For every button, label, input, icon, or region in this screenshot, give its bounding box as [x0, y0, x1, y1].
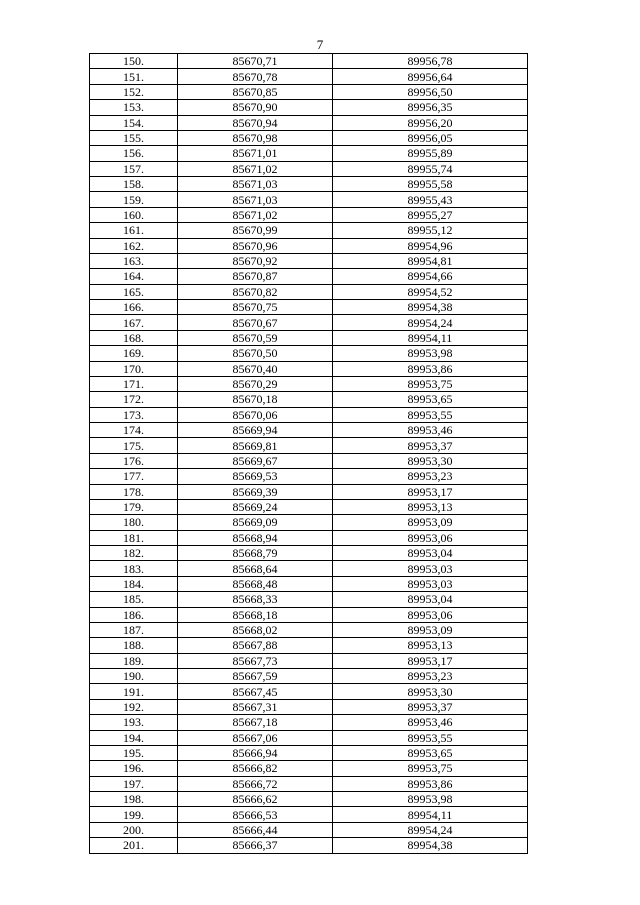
- x-coordinate-cell: 85670,67: [178, 315, 333, 330]
- y-coordinate-cell: 89953,75: [333, 761, 528, 776]
- y-coordinate-cell: 89953,06: [333, 607, 528, 622]
- y-coordinate-cell: 89954,38: [333, 838, 528, 853]
- x-coordinate-cell: 85671,02: [178, 161, 333, 176]
- x-coordinate-cell: 85668,48: [178, 576, 333, 591]
- point-number-cell: 175.: [90, 438, 178, 453]
- y-coordinate-cell: 89953,06: [333, 530, 528, 545]
- x-coordinate-cell: 85670,90: [178, 100, 333, 115]
- point-number-cell: 164.: [90, 269, 178, 284]
- x-coordinate-cell: 85670,82: [178, 284, 333, 299]
- y-coordinate-cell: 89953,03: [333, 576, 528, 591]
- point-number-cell: 184.: [90, 576, 178, 591]
- point-number-cell: 159.: [90, 192, 178, 207]
- x-coordinate-cell: 85667,88: [178, 638, 333, 653]
- y-coordinate-cell: 89953,09: [333, 515, 528, 530]
- table-row: [90, 499, 528, 514]
- x-coordinate-cell: 85668,33: [178, 592, 333, 607]
- table-row: [90, 392, 528, 407]
- table-row: [90, 838, 528, 853]
- x-coordinate-cell: 85670,40: [178, 361, 333, 376]
- x-coordinate-cell: 85670,99: [178, 223, 333, 238]
- x-coordinate-cell: 85670,94: [178, 115, 333, 130]
- y-coordinate-cell: 89956,64: [333, 69, 528, 84]
- x-coordinate-cell: 85668,64: [178, 561, 333, 576]
- point-number-cell: 160.: [90, 207, 178, 222]
- point-number-cell: 200.: [90, 822, 178, 837]
- y-coordinate-cell: 89956,05: [333, 130, 528, 145]
- table-row: [90, 807, 528, 822]
- table-row: [90, 330, 528, 345]
- table-row: [90, 484, 528, 499]
- table-row: [90, 576, 528, 591]
- table-row: [90, 69, 528, 84]
- point-number-cell: 166.: [90, 300, 178, 315]
- point-number-cell: 179.: [90, 499, 178, 514]
- table-row: [90, 361, 528, 376]
- y-coordinate-cell: 89954,24: [333, 315, 528, 330]
- table-row: [90, 776, 528, 791]
- table-row: [90, 684, 528, 699]
- point-number-cell: 196.: [90, 761, 178, 776]
- x-coordinate-cell: 85670,75: [178, 300, 333, 315]
- x-coordinate-cell: 85670,18: [178, 392, 333, 407]
- point-number-cell: 173.: [90, 407, 178, 422]
- table-row: [90, 546, 528, 561]
- table-row: [90, 438, 528, 453]
- point-number-cell: 170.: [90, 361, 178, 376]
- coordinates-table-body: [90, 54, 528, 854]
- x-coordinate-cell: 85667,73: [178, 653, 333, 668]
- y-coordinate-cell: 89953,46: [333, 715, 528, 730]
- table-row: [90, 177, 528, 192]
- table-row: [90, 130, 528, 145]
- y-coordinate-cell: 89953,13: [333, 499, 528, 514]
- y-coordinate-cell: 89955,58: [333, 177, 528, 192]
- x-coordinate-cell: 85670,98: [178, 130, 333, 145]
- y-coordinate-cell: 89954,11: [333, 807, 528, 822]
- point-number-cell: 155.: [90, 130, 178, 145]
- point-number-cell: 197.: [90, 776, 178, 791]
- table-row: [90, 622, 528, 637]
- x-coordinate-cell: 85669,94: [178, 423, 333, 438]
- point-number-cell: 158.: [90, 177, 178, 192]
- y-coordinate-cell: 89953,30: [333, 453, 528, 468]
- x-coordinate-cell: 85666,44: [178, 822, 333, 837]
- y-coordinate-cell: 89953,98: [333, 346, 528, 361]
- point-number-cell: 180.: [90, 515, 178, 530]
- table-row: [90, 54, 528, 69]
- y-coordinate-cell: 89953,04: [333, 592, 528, 607]
- table-row: [90, 223, 528, 238]
- point-number-cell: 168.: [90, 330, 178, 345]
- y-coordinate-cell: 89956,35: [333, 100, 528, 115]
- y-coordinate-cell: 89953,46: [333, 423, 528, 438]
- x-coordinate-cell: 85670,50: [178, 346, 333, 361]
- y-coordinate-cell: 89953,09: [333, 622, 528, 637]
- point-number-cell: 154.: [90, 115, 178, 130]
- table-row: [90, 653, 528, 668]
- x-coordinate-cell: 85671,03: [178, 192, 333, 207]
- point-number-cell: 150.: [90, 54, 178, 69]
- point-number-cell: 178.: [90, 484, 178, 499]
- point-number-cell: 201.: [90, 838, 178, 853]
- y-coordinate-cell: 89953,23: [333, 469, 528, 484]
- point-number-cell: 169.: [90, 346, 178, 361]
- table-row: [90, 100, 528, 115]
- y-coordinate-cell: 89955,27: [333, 207, 528, 222]
- table-row: [90, 161, 528, 176]
- x-coordinate-cell: 85667,45: [178, 684, 333, 699]
- y-coordinate-cell: 89956,20: [333, 115, 528, 130]
- point-number-cell: 199.: [90, 807, 178, 822]
- y-coordinate-cell: 89953,55: [333, 730, 528, 745]
- x-coordinate-cell: 85670,59: [178, 330, 333, 345]
- x-coordinate-cell: 85666,37: [178, 838, 333, 853]
- table-row: [90, 407, 528, 422]
- point-number-cell: 156.: [90, 146, 178, 161]
- x-coordinate-cell: 85668,94: [178, 530, 333, 545]
- y-coordinate-cell: 89953,17: [333, 653, 528, 668]
- y-coordinate-cell: 89953,65: [333, 392, 528, 407]
- point-number-cell: 187.: [90, 622, 178, 637]
- point-number-cell: 193.: [90, 715, 178, 730]
- point-number-cell: 163.: [90, 253, 178, 268]
- point-number-cell: 183.: [90, 561, 178, 576]
- table-row: [90, 238, 528, 253]
- x-coordinate-cell: 85667,18: [178, 715, 333, 730]
- x-coordinate-cell: 85668,79: [178, 546, 333, 561]
- point-number-cell: 152.: [90, 84, 178, 99]
- y-coordinate-cell: 89955,12: [333, 223, 528, 238]
- point-number-cell: 194.: [90, 730, 178, 745]
- x-coordinate-cell: 85669,81: [178, 438, 333, 453]
- point-number-cell: 189.: [90, 653, 178, 668]
- point-number-cell: 190.: [90, 669, 178, 684]
- table-row: [90, 469, 528, 484]
- x-coordinate-cell: 85666,53: [178, 807, 333, 822]
- point-number-cell: 167.: [90, 315, 178, 330]
- x-coordinate-cell: 85666,82: [178, 761, 333, 776]
- table-row: [90, 530, 528, 545]
- point-number-cell: 151.: [90, 69, 178, 84]
- x-coordinate-cell: 85671,03: [178, 177, 333, 192]
- x-coordinate-cell: 85671,02: [178, 207, 333, 222]
- table-row: [90, 192, 528, 207]
- y-coordinate-cell: 89954,38: [333, 300, 528, 315]
- point-number-cell: 182.: [90, 546, 178, 561]
- x-coordinate-cell: 85670,87: [178, 269, 333, 284]
- x-coordinate-cell: 85669,67: [178, 453, 333, 468]
- x-coordinate-cell: 85669,09: [178, 515, 333, 530]
- x-coordinate-cell: 85670,06: [178, 407, 333, 422]
- y-coordinate-cell: 89953,13: [333, 638, 528, 653]
- table-row: [90, 423, 528, 438]
- table-row: [90, 84, 528, 99]
- y-coordinate-cell: 89955,89: [333, 146, 528, 161]
- point-number-cell: 185.: [90, 592, 178, 607]
- table-row: [90, 453, 528, 468]
- x-coordinate-cell: 85669,39: [178, 484, 333, 499]
- table-row: [90, 269, 528, 284]
- y-coordinate-cell: 89953,55: [333, 407, 528, 422]
- page-number: 7: [316, 37, 324, 52]
- point-number-cell: 172.: [90, 392, 178, 407]
- table-row: [90, 730, 528, 745]
- table-row: [90, 253, 528, 268]
- x-coordinate-cell: 85667,31: [178, 699, 333, 714]
- x-coordinate-cell: 85669,53: [178, 469, 333, 484]
- point-number-cell: 176.: [90, 453, 178, 468]
- y-coordinate-cell: 89953,30: [333, 684, 528, 699]
- table-row: [90, 561, 528, 576]
- x-coordinate-cell: 85670,71: [178, 54, 333, 69]
- table-row: [90, 822, 528, 837]
- table-row: [90, 669, 528, 684]
- point-number-cell: 171.: [90, 376, 178, 391]
- y-coordinate-cell: 89956,50: [333, 84, 528, 99]
- table-row: [90, 346, 528, 361]
- table-row: [90, 745, 528, 760]
- x-coordinate-cell: 85668,18: [178, 607, 333, 622]
- coordinates-table: [89, 53, 528, 854]
- table-row: [90, 761, 528, 776]
- point-number-cell: 191.: [90, 684, 178, 699]
- table-row: [90, 699, 528, 714]
- table-row: [90, 284, 528, 299]
- table-row: [90, 315, 528, 330]
- point-number-cell: 161.: [90, 223, 178, 238]
- point-number-cell: 195.: [90, 745, 178, 760]
- y-coordinate-cell: 89953,23: [333, 669, 528, 684]
- table-row: [90, 207, 528, 222]
- y-coordinate-cell: 89953,04: [333, 546, 528, 561]
- point-number-cell: 162.: [90, 238, 178, 253]
- x-coordinate-cell: 85670,85: [178, 84, 333, 99]
- y-coordinate-cell: 89953,17: [333, 484, 528, 499]
- table-row: [90, 300, 528, 315]
- table-row: [90, 592, 528, 607]
- table-row: [90, 715, 528, 730]
- y-coordinate-cell: 89954,24: [333, 822, 528, 837]
- table-row: [90, 515, 528, 530]
- x-coordinate-cell: 85668,02: [178, 622, 333, 637]
- table-row: [90, 376, 528, 391]
- point-number-cell: 177.: [90, 469, 178, 484]
- table-row: [90, 638, 528, 653]
- table-row: [90, 146, 528, 161]
- x-coordinate-cell: 85670,29: [178, 376, 333, 391]
- y-coordinate-cell: 89954,66: [333, 269, 528, 284]
- point-number-cell: 188.: [90, 638, 178, 653]
- y-coordinate-cell: 89956,78: [333, 54, 528, 69]
- y-coordinate-cell: 89953,86: [333, 776, 528, 791]
- point-number-cell: 181.: [90, 530, 178, 545]
- y-coordinate-cell: 89954,11: [333, 330, 528, 345]
- x-coordinate-cell: 85667,06: [178, 730, 333, 745]
- point-number-cell: 165.: [90, 284, 178, 299]
- table-row: [90, 115, 528, 130]
- y-coordinate-cell: 89955,43: [333, 192, 528, 207]
- point-number-cell: 174.: [90, 423, 178, 438]
- y-coordinate-cell: 89954,81: [333, 253, 528, 268]
- x-coordinate-cell: 85667,59: [178, 669, 333, 684]
- x-coordinate-cell: 85671,01: [178, 146, 333, 161]
- y-coordinate-cell: 89953,75: [333, 376, 528, 391]
- y-coordinate-cell: 89954,96: [333, 238, 528, 253]
- point-number-cell: 198.: [90, 792, 178, 807]
- x-coordinate-cell: 85666,94: [178, 745, 333, 760]
- table-row: [90, 607, 528, 622]
- y-coordinate-cell: 89954,52: [333, 284, 528, 299]
- y-coordinate-cell: 89953,37: [333, 438, 528, 453]
- point-number-cell: 186.: [90, 607, 178, 622]
- x-coordinate-cell: 85670,78: [178, 69, 333, 84]
- x-coordinate-cell: 85670,92: [178, 253, 333, 268]
- x-coordinate-cell: 85670,96: [178, 238, 333, 253]
- y-coordinate-cell: 89953,37: [333, 699, 528, 714]
- y-coordinate-cell: 89953,03: [333, 561, 528, 576]
- table-row: [90, 792, 528, 807]
- x-coordinate-cell: 85666,72: [178, 776, 333, 791]
- y-coordinate-cell: 89953,65: [333, 745, 528, 760]
- x-coordinate-cell: 85666,62: [178, 792, 333, 807]
- x-coordinate-cell: 85669,24: [178, 499, 333, 514]
- point-number-cell: 157.: [90, 161, 178, 176]
- point-number-cell: 153.: [90, 100, 178, 115]
- y-coordinate-cell: 89955,74: [333, 161, 528, 176]
- y-coordinate-cell: 89953,86: [333, 361, 528, 376]
- y-coordinate-cell: 89953,98: [333, 792, 528, 807]
- point-number-cell: 192.: [90, 699, 178, 714]
